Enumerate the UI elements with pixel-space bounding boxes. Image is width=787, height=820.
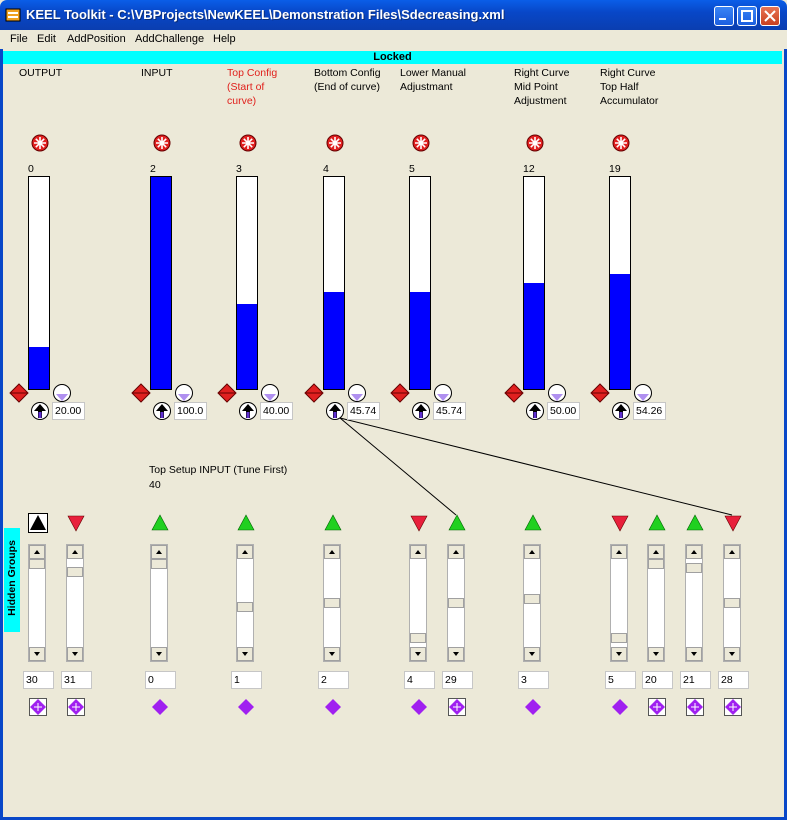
delete-position-icon[interactable] xyxy=(152,133,172,153)
position-index: 2 xyxy=(150,163,156,175)
small-down-arrow-icon xyxy=(68,648,82,660)
green-up-triangle-icon[interactable] xyxy=(447,513,467,533)
small-down-arrow-icon xyxy=(612,648,626,660)
lavender-circle-icon[interactable] xyxy=(260,383,280,403)
small-down-arrow-icon xyxy=(325,648,339,660)
column-label: Accumulator xyxy=(600,95,659,107)
small-up-arrow-icon xyxy=(725,546,739,558)
slider-up-button[interactable] xyxy=(29,545,45,559)
up-arrow-icon[interactable] xyxy=(611,401,631,421)
value-bar xyxy=(236,176,258,390)
menu-file[interactable]: File xyxy=(10,33,28,45)
lavender-circle-icon[interactable] xyxy=(547,383,567,403)
small-down-arrow-icon xyxy=(649,648,663,660)
slider-up-button[interactable] xyxy=(410,545,426,559)
link-line xyxy=(340,418,732,515)
slider-down-button[interactable] xyxy=(29,647,45,661)
purple-diamond-icon[interactable] xyxy=(723,697,743,717)
slider-up-button[interactable] xyxy=(67,545,83,559)
value-bar xyxy=(523,176,545,390)
green-up-triangle-icon[interactable] xyxy=(523,513,543,533)
delete-position-icon[interactable] xyxy=(611,133,631,153)
small-up-arrow-icon xyxy=(30,546,44,558)
slider-thumb[interactable] xyxy=(324,598,340,608)
lavender-circle-icon[interactable] xyxy=(433,383,453,403)
value-bar-fill xyxy=(410,292,430,389)
column-label: INPUT xyxy=(141,67,173,79)
small-down-arrow-icon xyxy=(238,648,252,660)
red-diamond-icon[interactable] xyxy=(390,383,410,403)
menu-edit[interactable]: Edit xyxy=(37,33,56,45)
hidden-groups-label: Hidden Groups xyxy=(6,540,18,616)
slider-thumb[interactable] xyxy=(686,563,702,573)
column-label: Bottom Config xyxy=(314,67,381,79)
position-index: 5 xyxy=(409,163,415,175)
vertical-slider[interactable] xyxy=(323,544,341,662)
value-bar-fill xyxy=(29,347,49,389)
slider-value-field[interactable]: 2 xyxy=(318,671,349,689)
up-arrow-icon[interactable] xyxy=(152,401,172,421)
small-down-arrow-icon xyxy=(30,648,44,660)
setup-title: Top Setup INPUT (Tune First) xyxy=(149,464,288,476)
slider-value-field[interactable]: 21 xyxy=(680,671,711,689)
slider-down-button[interactable] xyxy=(448,647,464,661)
slider-down-button[interactable] xyxy=(648,647,664,661)
slider-down-button[interactable] xyxy=(524,647,540,661)
slider-value-field[interactable]: 31 xyxy=(61,671,92,689)
position-value-field[interactable]: 54.26 xyxy=(633,402,666,420)
red-down-triangle-icon[interactable] xyxy=(723,513,743,533)
purple-diamond-icon[interactable] xyxy=(685,697,705,717)
slider-value-field[interactable]: 5 xyxy=(605,671,636,689)
delete-position-icon[interactable] xyxy=(325,133,345,153)
menu-addposition[interactable]: AddPosition xyxy=(67,33,126,45)
slider-value-field[interactable]: 4 xyxy=(404,671,435,689)
small-up-arrow-icon xyxy=(649,546,663,558)
purple-diamond-icon[interactable] xyxy=(523,697,543,717)
slider-down-button[interactable] xyxy=(237,647,253,661)
purple-diamond-icon[interactable] xyxy=(447,697,467,717)
vertical-slider[interactable] xyxy=(523,544,541,662)
purple-diamond-icon[interactable] xyxy=(409,697,429,717)
small-up-arrow-icon xyxy=(525,546,539,558)
purple-diamond-icon[interactable] xyxy=(150,697,170,717)
slider-down-button[interactable] xyxy=(410,647,426,661)
slider-up-button[interactable] xyxy=(448,545,464,559)
slider-thumb[interactable] xyxy=(237,602,253,612)
column-label: Right Curve xyxy=(600,67,656,79)
slider-thumb[interactable] xyxy=(448,598,464,608)
red-diamond-icon[interactable] xyxy=(504,383,524,403)
purple-diamond-icon[interactable] xyxy=(236,697,256,717)
value-bar-fill xyxy=(524,283,544,389)
position-index: 0 xyxy=(28,163,34,175)
small-down-arrow-icon xyxy=(152,648,166,660)
slider-value-field[interactable]: 20 xyxy=(642,671,673,689)
small-down-arrow-icon xyxy=(449,648,463,660)
value-bar-fill xyxy=(151,177,171,389)
vertical-slider[interactable] xyxy=(685,544,703,662)
slider-thumb[interactable] xyxy=(648,559,664,569)
slider-thumb[interactable] xyxy=(724,598,740,608)
purple-diamond-icon[interactable] xyxy=(323,697,343,717)
slider-value-field[interactable]: 29 xyxy=(442,671,473,689)
green-up-triangle-icon[interactable] xyxy=(647,513,667,533)
delete-position-icon[interactable] xyxy=(238,133,258,153)
red-diamond-icon[interactable] xyxy=(590,383,610,403)
up-arrow-icon[interactable] xyxy=(325,401,345,421)
slider-value-field[interactable]: 3 xyxy=(518,671,549,689)
delete-position-icon[interactable] xyxy=(525,133,545,153)
column-label: Lower Manual xyxy=(400,67,466,79)
slider-up-button[interactable] xyxy=(237,545,253,559)
small-up-arrow-icon xyxy=(238,546,252,558)
position-value-field[interactable]: 50.00 xyxy=(547,402,580,420)
menu-help[interactable]: Help xyxy=(213,33,236,45)
delete-position-icon[interactable] xyxy=(411,133,431,153)
up-arrow-icon[interactable] xyxy=(525,401,545,421)
slider-up-button[interactable] xyxy=(611,545,627,559)
small-down-arrow-icon xyxy=(525,648,539,660)
column-label: Adjustment xyxy=(514,95,567,107)
menu-addchallenge[interactable]: AddChallenge xyxy=(135,33,205,45)
slider-thumb[interactable] xyxy=(29,559,45,569)
small-up-arrow-icon xyxy=(152,546,166,558)
small-up-arrow-icon xyxy=(612,546,626,558)
value-bar xyxy=(28,176,50,390)
slider-down-button[interactable] xyxy=(611,647,627,661)
green-up-triangle-icon[interactable] xyxy=(323,513,343,533)
slider-down-button[interactable] xyxy=(324,647,340,661)
small-up-arrow-icon xyxy=(449,546,463,558)
slider-thumb[interactable] xyxy=(151,559,167,569)
column-label: Right Curve xyxy=(514,67,570,79)
slider-thumb[interactable] xyxy=(611,633,627,643)
small-down-arrow-icon xyxy=(687,648,701,660)
column-label: (End of curve) xyxy=(314,81,380,93)
up-arrow-icon[interactable] xyxy=(411,401,431,421)
value-bar-fill xyxy=(610,274,630,389)
slider-up-button[interactable] xyxy=(151,545,167,559)
window-title: KEEL Toolkit - C:\VBProjects\NewKEEL\Demonstration Files\Sdecreasing.xml xyxy=(26,7,505,22)
purple-diamond-icon[interactable] xyxy=(66,697,86,717)
position-value-field[interactable]: 45.74 xyxy=(433,402,466,420)
column-label: Mid Point xyxy=(514,81,558,93)
green-up-triangle-icon[interactable] xyxy=(150,513,170,533)
lavender-circle-icon[interactable] xyxy=(347,383,367,403)
vertical-slider[interactable] xyxy=(447,544,465,662)
column-label: OUTPUT xyxy=(19,67,63,79)
red-down-triangle-icon[interactable] xyxy=(66,513,86,533)
small-down-arrow-icon xyxy=(725,648,739,660)
green-up-triangle-icon[interactable] xyxy=(236,513,256,533)
position-index: 4 xyxy=(323,163,329,175)
position-index: 12 xyxy=(523,163,535,175)
red-down-triangle-icon[interactable] xyxy=(409,513,429,533)
value-bar xyxy=(150,176,172,390)
position-index: 19 xyxy=(609,163,621,175)
purple-diamond-icon[interactable] xyxy=(610,697,630,717)
value-bar-fill xyxy=(324,292,344,389)
vertical-slider[interactable] xyxy=(647,544,665,662)
lavender-circle-icon[interactable] xyxy=(633,383,653,403)
black-up-triangle-icon[interactable] xyxy=(28,513,48,533)
column-label: (Start of xyxy=(227,81,265,93)
value-bar xyxy=(609,176,631,390)
position-value-field[interactable]: 40.00 xyxy=(260,402,293,420)
slider-up-button[interactable] xyxy=(724,545,740,559)
slider-down-button[interactable] xyxy=(151,647,167,661)
vertical-slider[interactable] xyxy=(28,544,46,662)
purple-diamond-icon[interactable] xyxy=(647,697,667,717)
vertical-slider[interactable] xyxy=(723,544,741,662)
up-arrow-icon[interactable] xyxy=(30,401,50,421)
vertical-slider[interactable] xyxy=(236,544,254,662)
column-label: Adjustmant xyxy=(400,81,453,93)
value-bar xyxy=(409,176,431,390)
slider-value-field[interactable]: 0 xyxy=(145,671,176,689)
value-bar-fill xyxy=(237,304,257,389)
lavender-circle-icon[interactable] xyxy=(174,383,194,403)
slider-up-button[interactable] xyxy=(324,545,340,559)
slider-down-button[interactable] xyxy=(686,647,702,661)
green-up-triangle-icon[interactable] xyxy=(685,513,705,533)
position-value-field[interactable]: 100.0 xyxy=(174,402,207,420)
red-down-triangle-icon[interactable] xyxy=(610,513,630,533)
vertical-slider[interactable] xyxy=(66,544,84,662)
column-label: Top Half xyxy=(600,81,639,93)
red-diamond-icon[interactable] xyxy=(131,383,151,403)
hidden-groups-tab[interactable] xyxy=(4,528,20,632)
up-arrow-icon[interactable] xyxy=(238,401,258,421)
small-up-arrow-icon xyxy=(325,546,339,558)
slider-thumb[interactable] xyxy=(524,594,540,604)
red-diamond-icon[interactable] xyxy=(304,383,324,403)
lavender-circle-icon[interactable] xyxy=(52,383,72,403)
slider-value-field[interactable]: 28 xyxy=(718,671,749,689)
locked-status-bar: Locked xyxy=(3,51,782,64)
vertical-slider[interactable] xyxy=(409,544,427,662)
position-value-field[interactable]: 20.00 xyxy=(52,402,85,420)
red-diamond-icon[interactable] xyxy=(9,383,29,403)
slider-value-field[interactable]: 30 xyxy=(23,671,54,689)
small-up-arrow-icon xyxy=(687,546,701,558)
column-label: Top Config xyxy=(227,67,278,79)
red-diamond-icon[interactable] xyxy=(217,383,237,403)
slider-thumb[interactable] xyxy=(410,633,426,643)
slider-up-button[interactable] xyxy=(524,545,540,559)
slider-down-button[interactable] xyxy=(67,647,83,661)
position-index: 3 xyxy=(236,163,242,175)
value-bar xyxy=(323,176,345,390)
vertical-slider[interactable] xyxy=(610,544,628,662)
slider-up-button[interactable] xyxy=(648,545,664,559)
position-value-field[interactable]: 45.74 xyxy=(347,402,380,420)
small-up-arrow-icon xyxy=(68,546,82,558)
delete-position-icon[interactable] xyxy=(30,133,50,153)
vertical-slider[interactable] xyxy=(150,544,168,662)
slider-value-field[interactable]: 1 xyxy=(231,671,262,689)
column-label: curve) xyxy=(227,95,257,107)
slider-thumb[interactable] xyxy=(67,567,83,577)
slider-up-button[interactable] xyxy=(686,545,702,559)
small-down-arrow-icon xyxy=(411,648,425,660)
purple-diamond-icon[interactable] xyxy=(28,697,48,717)
slider-down-button[interactable] xyxy=(724,647,740,661)
small-up-arrow-icon xyxy=(411,546,425,558)
setup-value: 40 xyxy=(149,479,161,491)
